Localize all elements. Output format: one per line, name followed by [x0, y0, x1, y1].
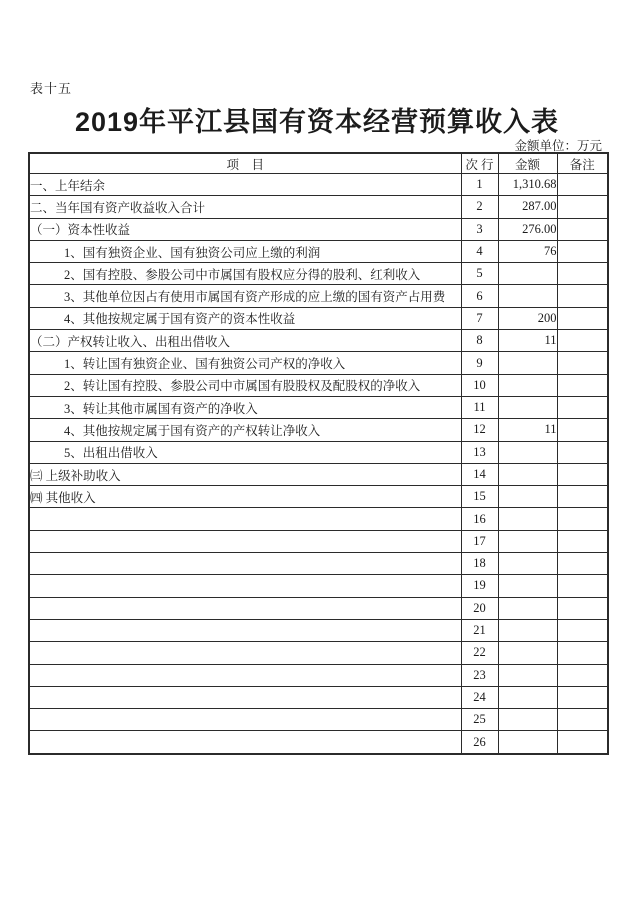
item-cell — [29, 619, 461, 641]
line-number-cell: 24 — [461, 686, 498, 708]
item-cell: 3、转让其他市属国有资产的净收入 — [29, 396, 461, 418]
table-row — [29, 486, 608, 508]
table-row — [29, 263, 608, 285]
line-number-cell: 5 — [461, 263, 498, 285]
line-number-cell: 9 — [461, 352, 498, 374]
table-row — [29, 664, 608, 686]
line-number-cell: 12 — [461, 419, 498, 441]
column-header-remark: 备注 — [557, 153, 608, 174]
item-cell — [29, 731, 461, 754]
line-number-cell: 17 — [461, 530, 498, 552]
table-row — [29, 330, 608, 352]
amount-cell — [498, 508, 557, 530]
amount-cell — [498, 441, 557, 463]
remark-cell — [557, 352, 608, 374]
remark-cell — [557, 486, 608, 508]
table-row — [29, 374, 608, 396]
amount-cell: 287.00 — [498, 196, 557, 218]
amount-cell: 11 — [498, 330, 557, 352]
item-cell — [29, 530, 461, 552]
remark-cell — [557, 374, 608, 396]
line-number-cell: 23 — [461, 664, 498, 686]
line-number-cell: 7 — [461, 307, 498, 329]
remark-cell — [557, 664, 608, 686]
table-row — [29, 218, 608, 240]
column-header-amount: 金额 — [498, 153, 557, 174]
item-cell — [29, 575, 461, 597]
amount-cell — [498, 463, 557, 485]
item-cell — [29, 709, 461, 731]
line-number-cell: 14 — [461, 463, 498, 485]
line-number-cell: 2 — [461, 196, 498, 218]
table-row — [29, 463, 608, 485]
item-cell: 5、出租出借收入 — [29, 441, 461, 463]
remark-cell — [557, 686, 608, 708]
item-cell: 一、上年结余 — [29, 174, 461, 196]
table-row — [29, 686, 608, 708]
line-number-cell: 6 — [461, 285, 498, 307]
table-number-label: 表十五 — [30, 81, 73, 96]
amount-cell: 1,310.68 — [498, 174, 557, 196]
item-cell — [29, 553, 461, 575]
line-number-cell: 20 — [461, 597, 498, 619]
remark-cell — [557, 218, 608, 240]
page-title: 2019年平江县国有资本经营预算收入表 — [74, 107, 560, 137]
table-row — [29, 307, 608, 329]
table-row — [29, 285, 608, 307]
amount-cell — [498, 619, 557, 641]
item-cell: 2、国有控股、参股公司中市属国有股权应分得的股利、红利收入 — [29, 263, 461, 285]
column-header-line-number: 次 行 — [461, 153, 498, 174]
table-row — [29, 731, 608, 754]
amount-cell — [498, 263, 557, 285]
item-cell: （二）产权转让收入、出租出借收入 — [29, 330, 461, 352]
amount-cell — [498, 686, 557, 708]
item-cell: 1、国有独资企业、国有独资公司应上缴的利润 — [29, 240, 461, 262]
amount-cell: 276.00 — [498, 218, 557, 240]
amount-cell — [498, 553, 557, 575]
table-row — [29, 575, 608, 597]
line-number-cell: 16 — [461, 508, 498, 530]
item-cell — [29, 597, 461, 619]
table-row — [29, 240, 608, 262]
table-row — [29, 553, 608, 575]
table-row — [29, 709, 608, 731]
amount-cell — [498, 575, 557, 597]
remark-cell — [557, 396, 608, 418]
line-number-cell: 25 — [461, 709, 498, 731]
remark-cell — [557, 553, 608, 575]
remark-cell — [557, 240, 608, 262]
table-row — [29, 642, 608, 664]
budget-revenue-table — [28, 152, 609, 755]
remark-cell — [557, 508, 608, 530]
remark-cell — [557, 196, 608, 218]
amount-cell — [498, 664, 557, 686]
amount-cell — [498, 352, 557, 374]
item-cell: ㈢ 上级补助收入 — [29, 463, 461, 485]
amount-cell: 200 — [498, 307, 557, 329]
table-row — [29, 597, 608, 619]
line-number-cell: 22 — [461, 642, 498, 664]
remark-cell — [557, 463, 608, 485]
item-cell: 2、转让国有控股、参股公司中市属国有股股权及配股权的净收入 — [29, 374, 461, 396]
header-row — [29, 153, 608, 174]
remark-cell — [557, 263, 608, 285]
remark-cell — [557, 174, 608, 196]
amount-unit-note: 金额单位：万元 — [514, 139, 602, 153]
line-number-cell: 11 — [461, 396, 498, 418]
amount-cell — [498, 530, 557, 552]
amount-cell — [498, 396, 557, 418]
item-cell — [29, 642, 461, 664]
table-row — [29, 508, 608, 530]
table-row — [29, 441, 608, 463]
amount-cell: 11 — [498, 419, 557, 441]
amount-cell — [498, 285, 557, 307]
line-number-cell: 21 — [461, 619, 498, 641]
line-number-cell: 15 — [461, 486, 498, 508]
table-row — [29, 196, 608, 218]
remark-cell — [557, 597, 608, 619]
item-cell: （一）资本性收益 — [29, 218, 461, 240]
line-number-cell: 1 — [461, 174, 498, 196]
remark-cell — [557, 285, 608, 307]
line-number-cell: 4 — [461, 240, 498, 262]
remark-cell — [557, 441, 608, 463]
item-cell: 4、其他按规定属于国有资产的资本性收益 — [29, 307, 461, 329]
amount-cell — [498, 486, 557, 508]
remark-cell — [557, 419, 608, 441]
line-number-cell: 10 — [461, 374, 498, 396]
remark-cell — [557, 530, 608, 552]
line-number-cell: 13 — [461, 441, 498, 463]
table-row — [29, 174, 608, 196]
remark-cell — [557, 731, 608, 754]
item-cell — [29, 508, 461, 530]
table-row — [29, 352, 608, 374]
amount-cell — [498, 709, 557, 731]
item-cell — [29, 664, 461, 686]
table-row — [29, 396, 608, 418]
remark-cell — [557, 619, 608, 641]
amount-cell — [498, 731, 557, 754]
item-cell: 二、当年国有资产收益收入合计 — [29, 196, 461, 218]
remark-cell — [557, 330, 608, 352]
table-body — [29, 174, 608, 754]
remark-cell — [557, 709, 608, 731]
remark-cell — [557, 642, 608, 664]
line-number-cell: 8 — [461, 330, 498, 352]
item-cell: 4、其他按规定属于国有资产的产权转让净收入 — [29, 419, 461, 441]
item-cell: 1、转让国有独资企业、国有独资公司产权的净收入 — [29, 352, 461, 374]
amount-cell — [498, 642, 557, 664]
item-cell: ㈣ 其他收入 — [29, 486, 461, 508]
amount-cell — [498, 597, 557, 619]
line-number-cell: 26 — [461, 731, 498, 754]
line-number-cell: 3 — [461, 218, 498, 240]
table-row — [29, 419, 608, 441]
column-header-item: 项 目 — [29, 153, 461, 174]
remark-cell — [557, 307, 608, 329]
line-number-cell: 18 — [461, 553, 498, 575]
amount-cell — [498, 374, 557, 396]
amount-cell: 76 — [498, 240, 557, 262]
remark-cell — [557, 575, 608, 597]
line-number-cell: 19 — [461, 575, 498, 597]
table-row — [29, 530, 608, 552]
item-cell — [29, 686, 461, 708]
table-header — [29, 153, 608, 174]
item-cell: 3、其他单位因占有使用市属国有资产形成的应上缴的国有资产占用费 — [29, 285, 461, 307]
table-row — [29, 619, 608, 641]
